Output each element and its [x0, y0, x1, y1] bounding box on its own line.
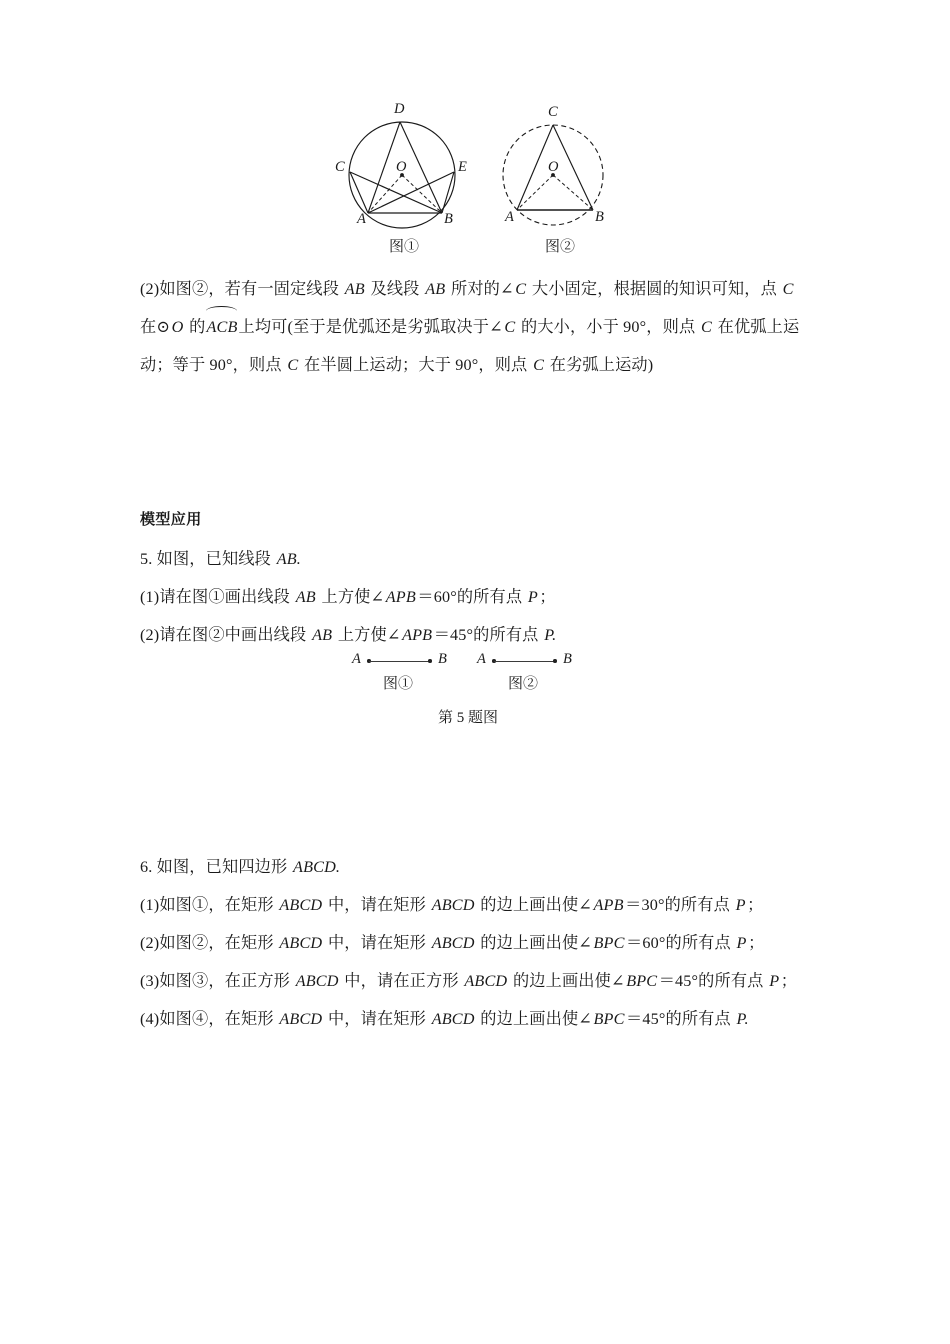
text-run: 6. 如图，已知四边形: [140, 858, 292, 876]
point-label-D: D: [394, 101, 405, 117]
segment-1-line: [369, 661, 430, 662]
question-6-part-3: [140, 962, 797, 1000]
figure-5-caption: 第 5 题图: [437, 710, 498, 726]
text-run: ＝60°的所有点: [626, 934, 736, 952]
text-run: 中，请在矩形: [323, 1010, 431, 1028]
math-variable: AB: [425, 280, 446, 298]
question-5: [140, 540, 558, 654]
text-run: 中，请在正方形: [340, 972, 463, 990]
text-run: 在⊙: [140, 318, 171, 336]
math-variable: P: [736, 934, 747, 952]
text-run: ；: [747, 896, 764, 914]
text-run: 在劣弧上运动): [545, 356, 654, 374]
math-variable: P.: [736, 1010, 749, 1028]
math-variable: ABCD: [464, 972, 508, 990]
question-5-part-1: [140, 578, 558, 616]
paragraph-2: [140, 270, 799, 384]
text-run: ；: [539, 588, 556, 606]
text-run: (3)如图③，在正方形: [140, 972, 295, 990]
text-run: 的边上画出使∠: [508, 972, 625, 990]
text-run: 动；等于 90°，则点: [140, 356, 286, 374]
math-variable: C: [782, 280, 794, 298]
point-label-C: C: [335, 159, 345, 175]
text-run: ＝45°的所有点: [626, 1010, 736, 1028]
math-variable: ABCD: [279, 896, 323, 914]
math-variable: C: [533, 356, 545, 374]
text-run: ＝45°的所有点: [658, 972, 768, 990]
math-variable: AB.: [276, 550, 301, 568]
text-run: ＝30°的所有点: [625, 896, 735, 914]
point-label-C: C: [548, 104, 558, 120]
question-6-stem: [140, 848, 797, 886]
text-run: ＝45°的所有点: [433, 626, 543, 644]
math-variable: BPC: [593, 1010, 625, 1028]
text-run: 的大小，小于 90°，则点: [516, 318, 700, 336]
text-run: 上方使∠: [333, 626, 401, 644]
text-run: (2)请在图②中画出线段: [140, 626, 311, 644]
segment-figure-1: [350, 648, 460, 694]
text-run: 5. 如图，已知线段: [140, 550, 276, 568]
math-variable: C: [287, 356, 299, 374]
math-variable: APB: [402, 626, 433, 644]
math-variable: O: [171, 318, 184, 336]
question-6: [140, 848, 797, 1038]
question-5-stem: [140, 540, 558, 578]
question-6-part-1: [140, 886, 797, 924]
segment-2-endpoint-b: [553, 659, 557, 663]
math-variable: C: [504, 318, 516, 336]
math-variable: ABCD: [431, 1010, 475, 1028]
point-label-B: B: [595, 209, 604, 225]
text-run: 的边上画出使∠: [476, 896, 592, 914]
math-variable: ABCD: [279, 934, 323, 952]
paragraph-2-line-2: [140, 308, 799, 346]
text-run: 在半圆上运动；大于 90°，则点: [299, 356, 532, 374]
math-variable: AB: [344, 280, 365, 298]
figure-caption-2: 图②: [544, 239, 575, 255]
section-heading-model-application: 模型应用: [140, 511, 202, 528]
arc-overline: [206, 306, 237, 312]
figure-top-circles: [330, 100, 630, 270]
question-6-part-2: [140, 924, 797, 962]
text-run: (1)如图①，在矩形: [140, 896, 278, 914]
math-variable: AB: [295, 588, 316, 606]
segment-1-endpoint-b: [428, 659, 432, 663]
text-run: 及线段: [366, 280, 424, 298]
math-variable: ABCD: [279, 1010, 323, 1028]
text-run: ；: [780, 972, 798, 990]
math-variable: APB: [593, 896, 624, 914]
arc-notation: ACB: [205, 308, 238, 346]
segment-2-line: [494, 661, 555, 662]
figure-question-5: [350, 648, 600, 728]
segment-figure-2: [475, 648, 585, 694]
point-label-O: O: [396, 159, 407, 175]
point-label-E: E: [458, 159, 467, 175]
point-label-A: A: [505, 209, 514, 225]
math-variable: ABCD: [295, 972, 339, 990]
text-run: (2)如图②，在矩形: [140, 934, 278, 952]
text-run: 上方使∠: [317, 588, 385, 606]
math-variable: ABCD: [431, 896, 475, 914]
text-run: 的边上画出使∠: [476, 1010, 592, 1028]
text-run: 中，请在矩形: [323, 934, 431, 952]
text-run: (4)如图④，在矩形: [140, 1010, 278, 1028]
text-run: (2)如图②，若有一固定线段: [140, 280, 344, 298]
segment-1-caption: 图①: [382, 676, 413, 692]
point-label-B: B: [444, 211, 453, 227]
math-variable: ABCD.: [293, 858, 341, 876]
segment-2-label-B: B: [563, 651, 572, 667]
math-variable: P: [769, 972, 780, 990]
text-run: 所对的∠: [446, 280, 514, 298]
text-run: 的: [184, 318, 206, 336]
text-run: (1)请在图①画出线段: [140, 588, 295, 606]
figure-caption-1: 图①: [388, 239, 419, 255]
segment-2-caption: 图②: [507, 676, 538, 692]
paragraph-2-line-3: [140, 346, 799, 384]
text-run: 在优弧上运: [713, 318, 800, 336]
math-variable: C: [701, 318, 712, 336]
math-variable: BPC: [593, 934, 625, 952]
point-label-A: A: [357, 211, 366, 227]
math-variable: ABCD: [431, 934, 475, 952]
math-variable: AB: [312, 626, 333, 644]
paragraph-2-line-1: [140, 270, 799, 308]
math-variable: P.: [544, 626, 557, 644]
text-run: ；: [748, 934, 765, 952]
segment-2-label-A: A: [477, 651, 486, 667]
segment-1-label-A: A: [352, 651, 361, 667]
point-label-O: O: [548, 159, 559, 175]
math-variable: BPC: [626, 972, 658, 990]
text-run: 大小固定，根据圆的知识可知，点: [527, 280, 782, 298]
question-6-part-4: [140, 1000, 797, 1038]
text-run: 上均可(至于是优弧还是劣弧取决于∠: [238, 318, 503, 336]
segment-1-label-B: B: [438, 651, 447, 667]
text-run: ＝60°的所有点: [417, 588, 527, 606]
math-variable: APB: [385, 588, 416, 606]
math-variable: C: [515, 280, 527, 298]
text-run: 的边上画出使∠: [476, 934, 592, 952]
math-variable: P: [527, 588, 538, 606]
math-variable: P: [735, 896, 746, 914]
text-run: 中，请在矩形: [323, 896, 431, 914]
